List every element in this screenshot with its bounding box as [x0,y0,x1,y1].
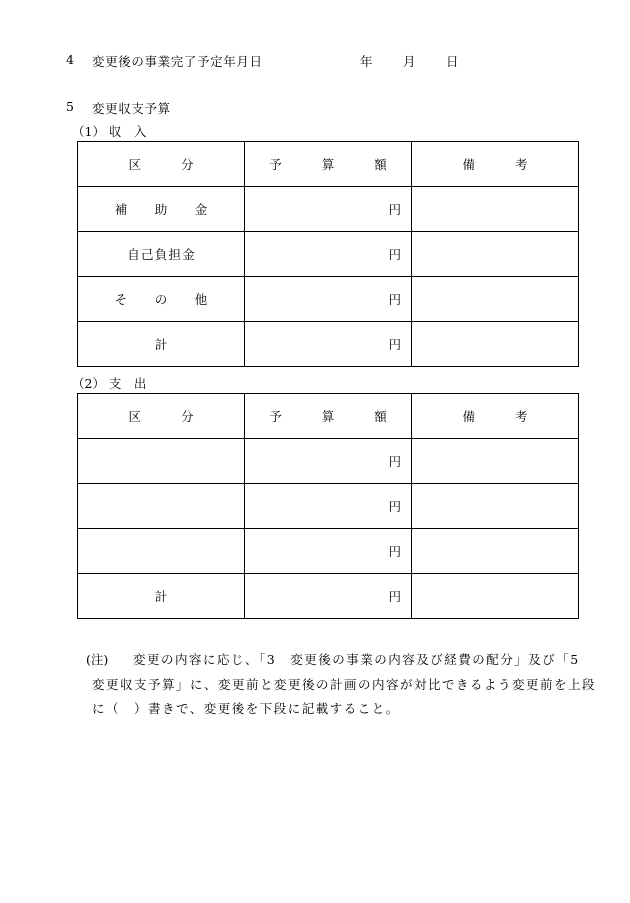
expense-total-cell: 計 [78,574,245,619]
note-line-3: に（ ）書きで、変更後を下段に記載すること。 [92,701,400,716]
income-amount-cell: 円 [245,187,412,232]
income-remarks-cell [412,277,579,322]
expense-amount-cell: 円 [245,529,412,574]
section-4-month: 月 [403,54,416,69]
table-row [78,529,579,574]
income-header-row [78,142,579,187]
table-row [78,187,579,232]
section-5-label: 変更収支予算 [92,101,171,116]
note-prefix: (注) [86,652,109,667]
note-line-2: 変更収支予算」に、変更前と変更後の計画の内容が対比できるよう変更前を上段 [92,677,597,692]
expense-remarks-cell [412,439,579,484]
income-category-cell: そ の 他 [78,277,245,322]
income-category-cell: 自己負担金 [78,232,245,277]
income-category-cell: 補 助 金 [78,187,245,232]
expense-header-remarks: 備 考 [412,394,579,439]
section-4-day: 日 [446,54,459,69]
section-4-year: 年 [360,54,373,69]
section-5-number: 5 [66,99,74,114]
income-remarks-cell [412,322,579,367]
expense-header-amount: 予 算 額 [245,394,412,439]
expense-header-row [78,394,579,439]
section-4-label: 変更後の事業完了予定年月日 [92,54,263,69]
income-amount-cell: 円 [245,322,412,367]
table-row [78,574,579,619]
expense-remarks-cell [412,574,579,619]
expense-category-cell [78,484,245,529]
income-header-category: 区 分 [78,142,245,187]
income-table [77,141,579,367]
table-row [78,277,579,322]
income-remarks-cell [412,232,579,277]
section-4-number: 4 [66,52,74,67]
table-row [78,439,579,484]
expense-remarks-cell [412,529,579,574]
income-total-cell: 計 [78,322,245,367]
expense-amount-cell: 円 [245,574,412,619]
expense-amount-cell: 円 [245,484,412,529]
expense-table [77,393,579,619]
income-amount-cell: 円 [245,277,412,322]
income-header-remarks: 備 考 [412,142,579,187]
table-row [78,322,579,367]
expense-amount-cell: 円 [245,439,412,484]
expense-header-category: 区 分 [78,394,245,439]
expense-heading: （2） 支 出 [72,376,147,391]
income-header-amount: 予 算 額 [245,142,412,187]
expense-category-cell [78,439,245,484]
income-remarks-cell [412,187,579,232]
table-row [78,484,579,529]
income-heading: （1） 収 入 [72,124,147,139]
table-row [78,232,579,277]
expense-category-cell [78,529,245,574]
income-amount-cell: 円 [245,232,412,277]
expense-remarks-cell [412,484,579,529]
note-line-1: 変更の内容に応じ、「3 変更後の事業の内容及び経費の配分」及び「5 [133,652,580,667]
